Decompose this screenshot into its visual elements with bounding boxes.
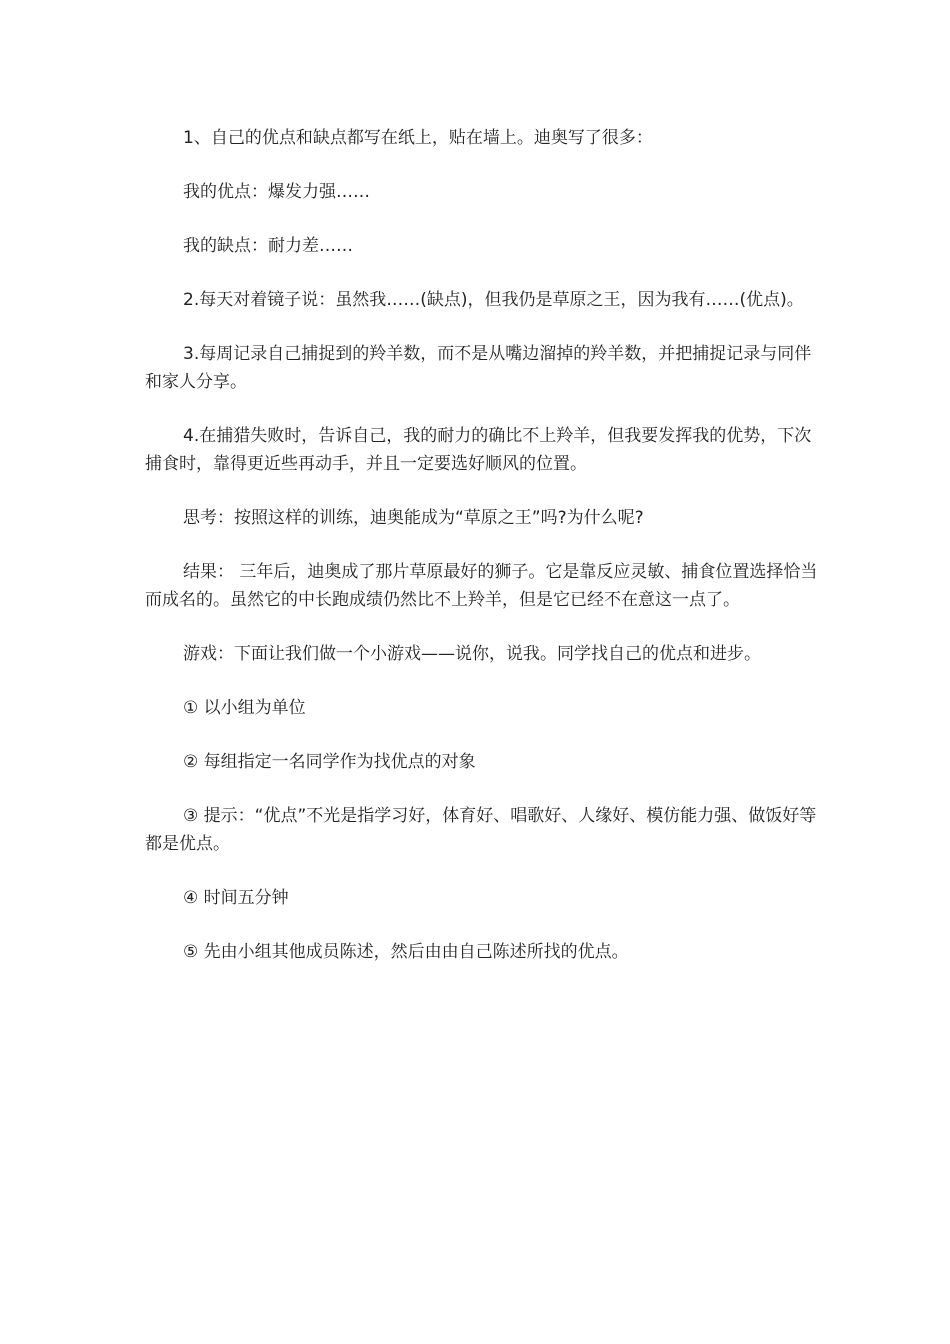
paragraph-result: 结果： 三年后，迪奥成了那片草原最好的狮子。它是靠反应灵敏、捕食位置选择恰当而成名的。虽然它的中长跑成绩仍然比不上羚羊，但是它已经不在意这一点了。 [145,562,818,610]
list-item-hint: ③ 提示：“优点”不光是指学习好，体育好、唱歌好、人缘好、模仿能力强、做饭好等都是优点。 [145,806,817,854]
paragraph-step-4: 4.在捕猎失败时，告诉自己，我的耐力的确比不上羚羊，但我要发挥我的优势，下次捕食时，靠得更近些再动手，并且一定要选好顺风的位置。 [145,426,812,474]
list-item-time: ④ 时间五分钟 [183,888,289,908]
paragraph-strengths: 我的优点：爆发力强…… [183,182,370,202]
list-item-group-unit: ① 以小组为单位 [183,698,306,718]
paragraph-step-3: 3.每周记录自己捕捉到的羚羊数，而不是从嘴边溜掉的羚羊数，并把捕捉记录与同伴和家人分享。 [145,344,812,392]
list-item-target-student: ② 每组指定一名同学作为找优点的对象 [183,752,476,772]
paragraph-game: 游戏：下面让我们做一个小游戏——说你，说我。同学找自己的优点和进步。 [183,644,761,664]
paragraph-step-2: 2.每天对着镜子说：虽然我……(缺点)，但我仍是草原之王，因为我有……(优点)。 [183,290,804,310]
document-body [145,124,825,992]
paragraph-step-1: 1、自己的优点和缺点都写在纸上，贴在墙上。迪奥写了很多： [183,128,653,148]
paragraph-weaknesses: 我的缺点：耐力差…… [183,236,353,256]
paragraph-question: 思考：按照这样的训练，迪奥能成为“草原之王”吗?为什么呢? [183,508,644,528]
list-item-order: ⑤ 先由小组其他成员陈述，然后由由自己陈述所找的优点。 [183,942,629,962]
